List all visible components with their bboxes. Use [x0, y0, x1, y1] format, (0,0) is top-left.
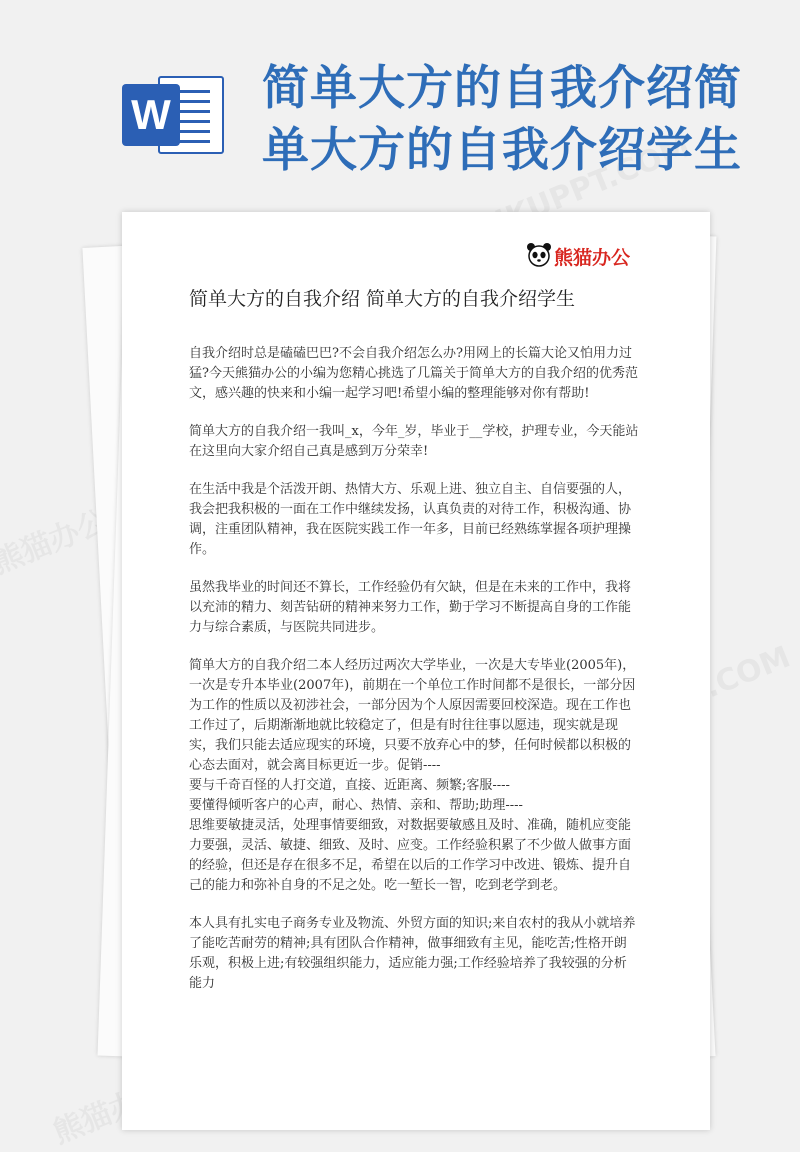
paragraph: 自我介绍时总是磕磕巴巴?不会自我介绍怎么办?用网上的长篇大论又怕用力过猛?今天熊猫办公的小编为您精心挑选了几篇关于简单大方的自我介绍的优秀范文，感兴趣的快来和小编一起学习吧!希望小编的整理能够对你有帮助!: [189, 346, 638, 401]
paragraph-line: 要懂得倾听客户的心声，耐心、热情、亲和、帮助;助理----: [189, 798, 523, 813]
paragraph: 简单大方的自我介绍二本人经历过两次大学毕业，一次是大专毕业(2005年)，一次是专升本毕业(2007年)，前期在一个单位工作时间都不是很长，一部分因为工作的性质以及初涉社会，一部分因为个人原因需要回校深造。现在工作也工作过了，后期渐渐地就比较稳定了，但是有时往往事以愿违，现实就是现实，我们只能去适应现实的环境，只要不放弃心中的梦，任何时候都以积极的心态去面对，就会离目标更近一步。促销----: [189, 658, 636, 773]
paragraph: 在生活中我是个活泼开朗、热情大方、乐观上进、独立自主、自信要强的人，我会把我积极的一面在工作中继续发扬，认真负责的对待工作，积极沟通、协调，注重团队精神，我在医院实践工作一年多，目前已经熟练掌握各项护理操作。: [189, 482, 632, 557]
document-body: [189, 344, 639, 1012]
paragraph-line: 要与千奇百怪的人打交道，直接、近距离、频繁;客服----: [189, 778, 510, 793]
paragraph: 思维要敏捷灵活，处理事情要细致，对数据要敏感且及时、准确，随机应变能力要强，灵活、敏捷、细致、及时、应变。工作经验积累了不少做人做事方面的经验，但还是存在很多不足，希望在以后的工作学习中改进、锻炼、提升自己的能力和弥补自身的不足之处。吃一堑长一智，吃到老学到老。: [189, 818, 632, 893]
word-icon-badge: W: [122, 84, 180, 146]
paragraph: 简单大方的自我介绍一我叫_x，今年_岁，毕业于__学校，护理专业，今天能站在这里向大家介绍自己真是感到万分荣幸!: [189, 424, 639, 459]
page-title: 简单大方的自我介绍简单大方的自我介绍学生: [262, 61, 742, 178]
header: [0, 0, 800, 210]
paragraph: 虽然我毕业的时间还不算长，工作经验仍有欠缺，但是在未来的工作中，我将以充沛的精力、刻苦钻研的精神来努力工作，勤于学习不断提高自身的工作能力与综合素质，与医院共同进步。: [189, 580, 632, 635]
paragraph: 本人具有扎实电子商务专业及物流、外贸方面的知识;来自农村的我从小就培养了能吃苦耐劳的精神;具有团队合作精神，做事细致有主见，能吃苦;性格开朗乐观，积极上进;有较强组织能力，适应能力强;工作经验培养了我较强的分析能力: [189, 916, 636, 991]
document-title: 简单大方的自我介绍 简单大方的自我介绍学生: [189, 288, 576, 310]
word-icon: [122, 70, 222, 156]
panda-icon: [526, 242, 552, 268]
brand-name: 熊猫办公: [554, 247, 631, 269]
document-page[interactable]: [122, 212, 710, 1130]
